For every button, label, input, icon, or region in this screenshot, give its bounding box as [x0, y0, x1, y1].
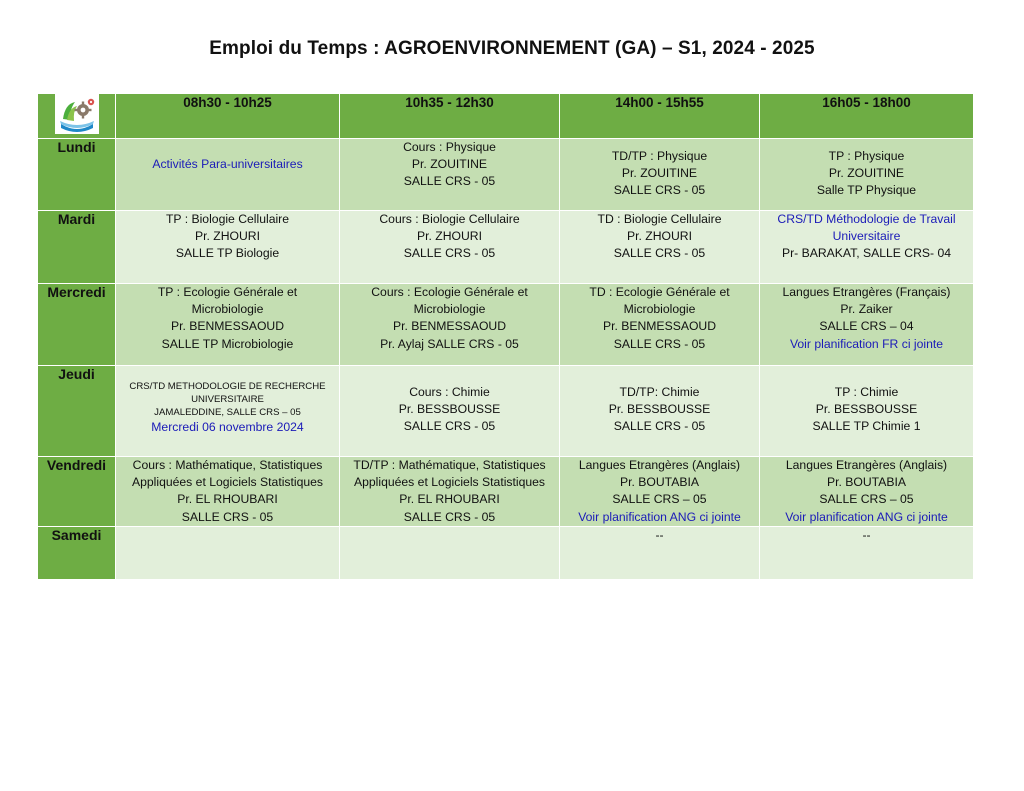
time-slot-1: 08h30 - 10h25	[116, 94, 340, 139]
day-label: Lundi	[38, 139, 116, 211]
schedule-cell	[760, 366, 974, 457]
cell-line: Cours : Mathématique, Statistiques	[132, 458, 323, 472]
cell-line: Salle TP Physique	[816, 183, 917, 198]
schedule-cell	[760, 457, 974, 527]
cell-line: Pr- BARAKAT, SALLE CRS- 04	[781, 246, 952, 261]
cell-line: TP : Biologie Cellulaire	[165, 212, 290, 226]
header-row	[38, 94, 974, 139]
cell-line: TP : Physique	[828, 149, 905, 163]
page-title: Emploi du Temps : AGROENVIRONNEMENT (GA) – S1, 2024 - 2025	[209, 38, 815, 59]
cell-note: Voir planification ANG ci jointe	[578, 509, 741, 524]
cell-line: CRS/TD METHODOLOGIE DE RECHERCHE	[129, 381, 326, 392]
cell-line: Pr. ZOUITINE	[828, 166, 905, 181]
cell-line: TP : Chimie	[834, 385, 899, 399]
day-label: Samedi	[38, 526, 116, 579]
cell-line: Pr. BENMESSAOUD	[170, 319, 285, 334]
cell-line: Microbiologie	[413, 302, 486, 317]
cell-line: SALLE TP Microbiologie	[161, 336, 294, 351]
schedule-body	[38, 139, 974, 580]
schedule-row	[38, 366, 974, 457]
schedule-cell	[340, 139, 560, 211]
day-label: Mercredi	[38, 284, 116, 366]
cell-line: Langues Etrangères (Français)	[782, 285, 951, 299]
cell-note: CRS/TD Méthodologie de Travail	[777, 212, 956, 226]
cell-note: Mercredi 06 novembre 2024	[151, 420, 304, 434]
cell-line: SALLE CRS – 05	[612, 492, 707, 507]
cell-line: Pr. BENMESSAOUD	[392, 319, 507, 334]
cell-line: Microbiologie	[623, 302, 696, 317]
cell-line: Pr. EL RHOUBARI	[399, 492, 500, 507]
cell-line: Pr. ZHOURI	[194, 229, 260, 244]
schedule-row	[38, 284, 974, 366]
cell-line: Pr. BOUTABIA	[826, 475, 906, 490]
cell-line: SALLE CRS - 05	[181, 509, 274, 524]
day-label: Vendredi	[38, 457, 116, 527]
cell-note: Voir planification ANG ci jointe	[785, 509, 948, 524]
cell-line: TP : Ecologie Générale et	[157, 285, 298, 299]
cell-line: Microbiologie	[191, 302, 264, 317]
schedule-cell	[760, 211, 974, 284]
cell-line: TD/TP: Chimie	[619, 385, 700, 399]
cell-line: SALLE CRS – 05	[819, 492, 914, 507]
cell-line: Pr. BENMESSAOUD	[602, 319, 717, 334]
cell-line: SALLE CRS - 05	[613, 183, 706, 198]
cell-line: Pr. BESSBOUSSE	[398, 402, 501, 417]
cell-line: SALLE TP Biologie	[175, 246, 280, 261]
cell-line: Cours : Ecologie Générale et	[371, 285, 528, 299]
cell-note: Voir planification FR ci jointe	[789, 336, 944, 351]
schedule-cell	[760, 526, 974, 579]
cell-line: TD/TP : Physique	[611, 149, 708, 163]
schedule-cell	[340, 457, 560, 527]
schedule-cell	[340, 211, 560, 284]
schedule-row	[38, 139, 974, 211]
schedule-cell	[116, 139, 340, 211]
day-label: Jeudi	[38, 366, 116, 457]
cell-line: Pr. BESSBOUSSE	[815, 402, 918, 417]
cell-line: SALLE CRS - 05	[613, 419, 706, 434]
cell-line: Cours : Physique	[403, 140, 496, 154]
cell-line: JAMALEDDINE, SALLE CRS – 05	[154, 407, 301, 418]
schedule-row	[38, 526, 974, 579]
cell-line: UNIVERSITAIRE	[191, 394, 264, 405]
cell-line: Langues Etrangères (Anglais)	[578, 458, 741, 472]
cell-line: SALLE CRS - 05	[613, 336, 706, 351]
schedule-cell	[340, 284, 560, 366]
schedule-cell	[560, 366, 760, 457]
cell-line: SALLE CRS - 05	[403, 246, 496, 261]
cell-line: Langues Etrangères (Anglais)	[785, 458, 948, 472]
schedule-cell	[760, 284, 974, 366]
cell-note: Universitaire	[832, 229, 901, 244]
agro-logo-icon	[55, 94, 99, 134]
schedule-cell	[116, 284, 340, 366]
cell-line: Pr. ZOUITINE	[621, 166, 698, 181]
cell-note: Activités Para-universitaires	[152, 157, 303, 171]
cell-line: Cours : Chimie	[409, 385, 490, 399]
time-slot-3: 14h00 - 15h55	[560, 94, 760, 139]
cell-line: TD : Biologie Cellulaire	[597, 212, 722, 226]
day-label: Mardi	[38, 211, 116, 284]
schedule-cell	[116, 526, 340, 579]
schedule-cell	[340, 366, 560, 457]
cell-line: TD : Ecologie Générale et	[589, 285, 730, 299]
cell-line: SALLE CRS - 05	[613, 246, 706, 261]
schedule-row	[38, 211, 974, 284]
cell-line: SALLE CRS - 05	[403, 419, 496, 434]
time-slot-4: 16h05 - 18h00	[760, 94, 974, 139]
cell-line: SALLE TP Chimie 1	[812, 419, 921, 434]
schedule-cell	[560, 139, 760, 211]
cell-line: SALLE CRS - 05	[403, 509, 496, 524]
time-slot-2: 10h35 - 12h30	[340, 94, 560, 139]
cell-line: Pr. Aylaj SALLE CRS - 05	[380, 336, 519, 351]
schedule-cell	[340, 526, 560, 579]
cell-line: TD/TP : Mathématique, Statistiques	[353, 458, 546, 472]
schedule-cell	[116, 211, 340, 284]
cell-line: Cours : Biologie Cellulaire	[379, 212, 520, 226]
schedule-row	[38, 457, 974, 527]
cell-line: Appliquées et Logiciels Statistiques	[131, 475, 324, 490]
cell-line: Appliquées et Logiciels Statistiques	[353, 475, 546, 490]
cell-line: --	[655, 527, 664, 542]
schedule-cell	[116, 366, 340, 457]
cell-line: SALLE CRS - 05	[403, 174, 496, 189]
cell-line: SALLE CRS – 04	[819, 319, 914, 334]
cell-line: Pr. EL RHOUBARI	[177, 492, 278, 507]
cell-line: Pr. ZOUITINE	[411, 157, 488, 172]
cell-line: Pr. ZHOURI	[416, 229, 482, 244]
schedule-cell	[560, 211, 760, 284]
schedule-cell	[560, 284, 760, 366]
schedule-table	[37, 93, 974, 580]
cell-line: --	[862, 527, 871, 542]
cell-line: Pr. BESSBOUSSE	[608, 402, 711, 417]
logo-cell	[38, 94, 116, 139]
schedule-cell	[560, 526, 760, 579]
cell-line: Pr. BOUTABIA	[619, 475, 699, 490]
schedule-cell	[560, 457, 760, 527]
cell-line: Pr. Zaiker	[840, 302, 893, 317]
schedule-cell	[760, 139, 974, 211]
cell-line: Pr. ZHOURI	[626, 229, 692, 244]
schedule-cell	[116, 457, 340, 527]
